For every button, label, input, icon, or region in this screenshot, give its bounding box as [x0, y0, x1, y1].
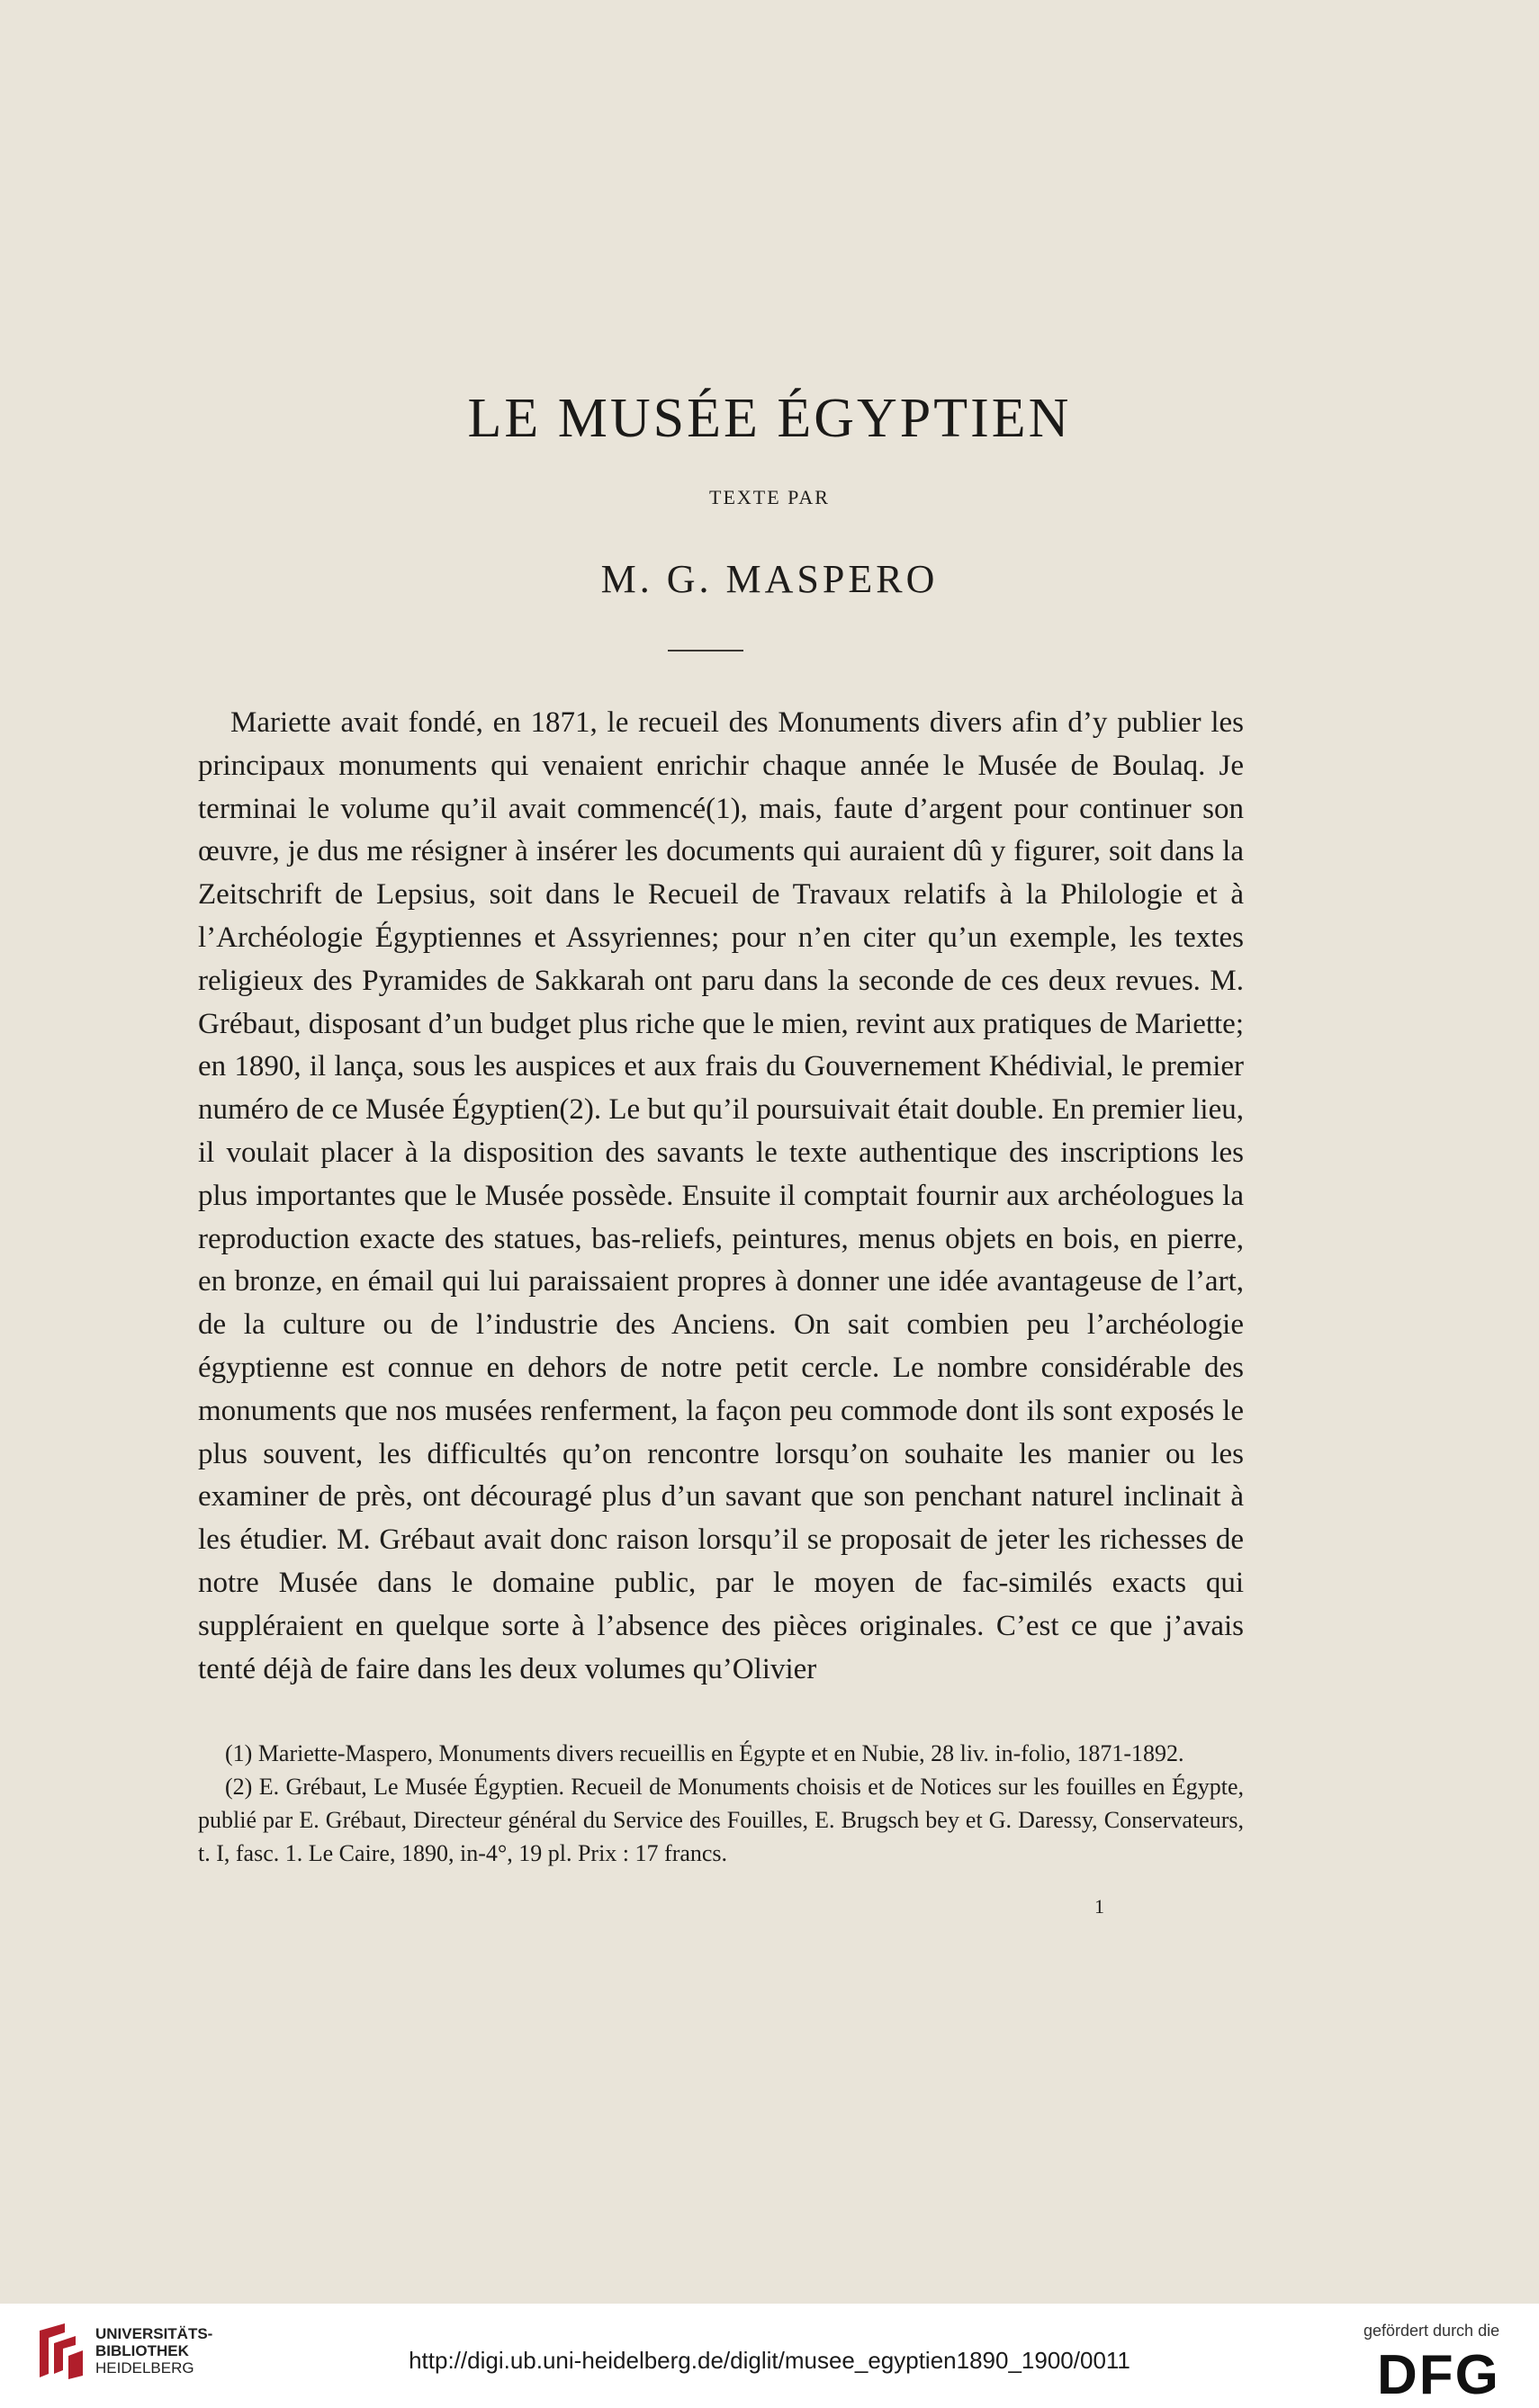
library-name-line2: BIBLIOTHEK [95, 2342, 189, 2359]
funding-note: gefördert durch die [1364, 2322, 1500, 2340]
library-name-line1: UNIVERSITÄTS- [95, 2325, 213, 2342]
page-number: 1 [1094, 1895, 1104, 1918]
title-rule [668, 650, 743, 651]
page-subtitle: TEXTE PAR [709, 486, 830, 508]
body-paragraph: Mariette avait fondé, en 1871, le recueil des Monuments divers afin d’y publier les principaux monuments qui venaient enrichir chaque année le Musée de Boulaq. Je terminai le volume qu’il avait commencé(1), mais, faute d’argent pour continuer son œuvre, je dus me résigner à insérer les documents qui auraient dû y figurer, soit dans la Zeitschrift de Lepsius, soit dans le Recueil de Travaux relatifs à la Philologie et à l’Archéologie Égyptiennes et Assyriennes; pour n’en citer qu’un exemple, les textes religieux des Pyramides de Sakkarah ont paru dans la seconde de ces deux revues. M. Grébaut, disposant d’un budget plus riche que le mien, revint aux pratiques de Mariette; en 1890, il lança, sous les auspices et aux frais du Gouvernement Khédivial, le premier numéro de ce Musée Égyptien(2). Le but qu’il poursuivait était double. En premier lieu, il voulait placer à la disposition des savants le texte authentique des inscriptions les plus importantes que le Musée possède. Ensuite il comptait fournir aux archéologues la reproduction exacte des statues, bas-reliefs, peintures, menus objets en bois, en pierre, en bronze, en émail qui lui paraissaient propres à donner une idée avantageuse de l’art, de la culture ou de l’industrie des Anciens. On sait combien peu l’archéologie égyptienne est connue en dehors de notre petit cercle. Le nombre considérable des monuments que nos musées renferment, la façon peu commode dont ils sont exposés le plus souvent, les difficultés qu’on rencontre lorsqu’on souhaite les manier ou les examiner de près, ont découragé plus d’un savant que son penchant naturel inclinait à les étudier. M. Grébaut avait donc raison lorsqu’il se proposait de jeter les richesses de notre Musée dans le domaine public, par le moyen de fac-similés exacts qui suppléraient en quelque sorte à l’absence des pièces originales. C’est ce que j’avais tenté déjà de faire dans les deux volumes qu’Olivier [198, 706, 1244, 1685]
library-name-line3: HEIDELBERG [95, 2359, 194, 2377]
body-text [198, 702, 1244, 1691]
footnote-1: (1) Mariette-Maspero, Monuments divers recueillis en Égypte et en Nubie, 28 liv. in-folio, 1871-1892. [225, 1740, 1184, 1766]
dfg-logo: DFG [1377, 2344, 1500, 2406]
source-url-link[interactable]: http://digi.ub.uni-heidelberg.de/diglit/musee_egyptien1890_1900/0011 [409, 2347, 1130, 2374]
footnotes [198, 1737, 1244, 1870]
footnote-2: (2) E. Grébaut, Le Musée Égyptien. Recueil de Monuments choisis et de Notices sur les fouilles en Égypte, publié par E. Grébaut, Directeur général du Service des Fouilles, E. Brugsch bey et G. Daressy, Conservateurs, t. I, fasc. 1. Le Caire, 1890, in-4°, 19 pl. Prix : 17 francs. [198, 1774, 1244, 1866]
page-title: LE MUSÉE ÉGYPTIEN [467, 388, 1072, 449]
author-name: M. G. MASPERO [600, 557, 939, 601]
